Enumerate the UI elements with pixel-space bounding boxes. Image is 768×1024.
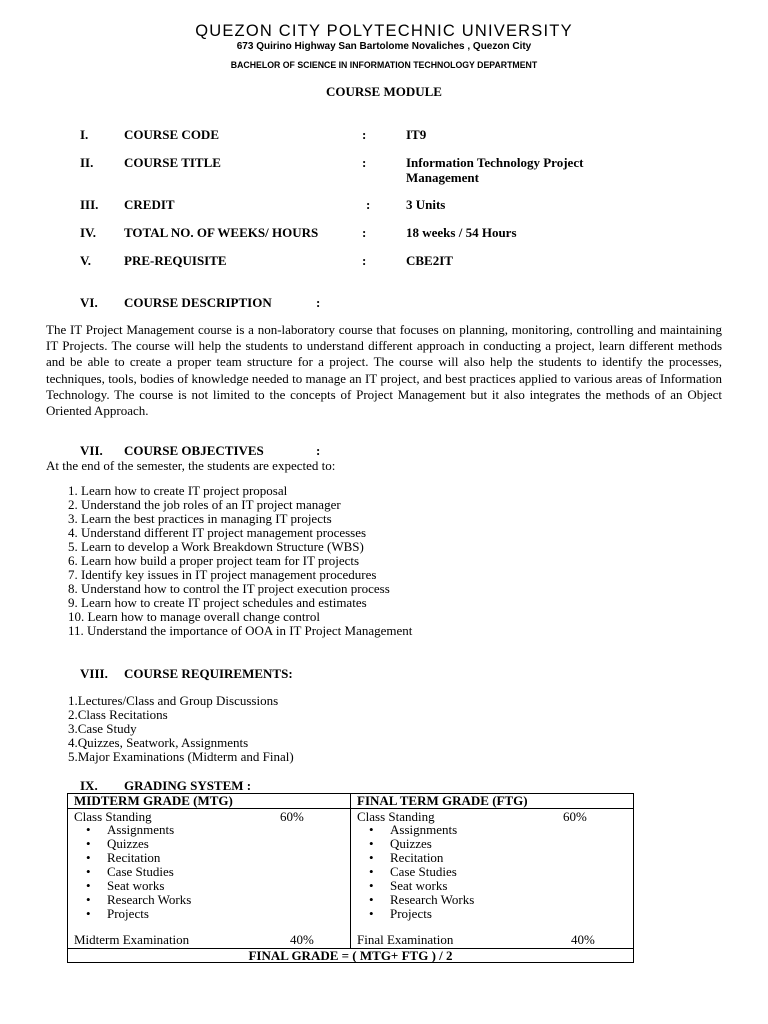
section-num: VI.: [80, 295, 98, 310]
info-num: I.: [80, 127, 89, 142]
requirements-list: [68, 694, 294, 764]
info-label: CREDIT: [124, 197, 175, 212]
info-value: IT9: [406, 127, 427, 142]
module-title: COURSE MODULE: [326, 84, 442, 99]
list-item: • Projects: [369, 907, 474, 921]
university-address: 673 Quirino Highway San Bartolome Novaliches , Quezon City: [236, 41, 532, 52]
list-item: • Recitation: [369, 851, 474, 865]
class-standing-pct: 60%: [563, 809, 587, 824]
list-item: • Research Works: [86, 893, 191, 907]
info-sep: :: [362, 253, 367, 268]
list-item: • Recitation: [86, 851, 191, 865]
list-item: 8. Understand how to control the IT project execution process: [68, 581, 390, 596]
objectives-list: [68, 484, 412, 638]
exam-label: Midterm Examination: [74, 932, 190, 947]
list-item: • Assignments: [86, 823, 191, 837]
list-item: 7. Identify key issues in IT project management procedures: [68, 567, 377, 582]
list-item: 4. Understand different IT project management processes: [68, 525, 367, 540]
section-sep: :: [316, 295, 321, 310]
class-standing-label: Class Standing: [74, 809, 152, 824]
section-sep: :: [316, 443, 321, 458]
grading-table: [67, 793, 634, 963]
list-item: 2. Understand the job roles of an IT project manager: [68, 497, 341, 512]
final-header: FINAL TERM GRADE (FTG): [351, 794, 634, 809]
list-item: 3. Learn the best practices in managing IT projects: [68, 511, 332, 526]
info-label: TOTAL NO. OF WEEKS/ HOURS: [124, 225, 319, 240]
objectives-intro: At the end of the semester, the students are expected to:: [46, 458, 336, 473]
university-name: QUEZON CITY POLYTECHNIC UNIVERSITY: [195, 22, 573, 40]
list-item: • Projects: [86, 907, 191, 921]
info-num: V.: [80, 253, 91, 268]
exam-pct: 40%: [571, 932, 595, 947]
midterm-cell: [68, 809, 351, 949]
info-sep: :: [362, 225, 367, 240]
final-grade-formula: FINAL GRADE = ( MTG+ FTG ) / 2: [68, 949, 634, 963]
list-item: 1. Learn how to create IT project proposal: [68, 483, 288, 498]
info-sep: :: [366, 197, 371, 212]
info-label: COURSE TITLE: [124, 155, 221, 170]
list-item: 2.Class Recitations: [68, 707, 168, 722]
list-item: 9. Learn how to create IT project schedules and estimates: [68, 595, 367, 610]
list-item: 11. Understand the importance of OOA in IT Project Management: [68, 623, 413, 638]
list-item: 6. Learn how build a proper project team for IT projects: [68, 553, 360, 568]
info-num: II.: [80, 155, 94, 170]
list-item: • Case Studies: [369, 865, 474, 879]
list-item: 4.Quizzes, Seatwork, Assignments: [68, 735, 249, 750]
list-item: 1.Lectures/Class and Group Discussions: [68, 693, 279, 708]
list-item: 10. Learn how to manage overall change control: [68, 609, 320, 624]
department-name: BACHELOR OF SCIENCE IN INFORMATION TECHNOLOGY DEPARTMENT: [230, 60, 538, 71]
info-num: IV.: [80, 225, 97, 240]
info-value-line2: Management: [406, 170, 479, 185]
class-standing-label: Class Standing: [357, 809, 435, 824]
info-label: COURSE CODE: [124, 127, 219, 142]
section-heading: COURSE OBJECTIVES: [124, 443, 264, 458]
section-heading: COURSE DESCRIPTION: [124, 295, 272, 310]
list-item: • Quizzes: [369, 837, 474, 851]
section-heading: GRADING SYSTEM :: [124, 778, 252, 793]
info-value: 3 Units: [406, 197, 446, 212]
list-item: • Research Works: [369, 893, 474, 907]
info-value: CBE2IT: [406, 253, 453, 268]
info-label: PRE-REQUISITE: [124, 253, 227, 268]
class-standing-pct: 60%: [280, 809, 304, 824]
info-value: 18 weeks / 54 Hours: [406, 225, 517, 240]
list-item: • Case Studies: [86, 865, 191, 879]
exam-label: Final Examination: [357, 932, 454, 947]
final-cell: [351, 809, 634, 949]
list-item: • Assignments: [369, 823, 474, 837]
section-heading: COURSE REQUIREMENTS:: [124, 666, 293, 681]
list-item: 5. Learn to develop a Work Breakdown Structure (WBS): [68, 539, 364, 554]
description-text: The IT Project Management course is a non-laboratory course that focuses on planning, monitoring, controlling and maintaining IT Projects. The course will help the students to understand different approach in conducting a project, learn different methods and be able to create a proper team structure for a project. The course will also help the students to identify the processes, techniques, tools, bodies of knowledge needed to manage an IT project, and best practices applied to various areas of Information Technology. The course is not limited to the concepts of Project Management but it also integrates the methods of an Object Oriented Approach.: [46, 322, 722, 419]
list-item: • Quizzes: [86, 837, 191, 851]
info-num: III.: [80, 197, 99, 212]
section-num: IX.: [80, 778, 98, 793]
exam-pct: 40%: [290, 932, 314, 947]
info-sep: :: [362, 127, 367, 142]
midterm-items: [86, 823, 191, 921]
info-value: Information Technology Project: [406, 155, 584, 170]
section-num: VII.: [80, 443, 103, 458]
list-item: • Seat works: [86, 879, 191, 893]
list-item: 3.Case Study: [68, 721, 137, 736]
final-items: [369, 823, 474, 921]
info-sep: :: [362, 155, 367, 170]
midterm-header: MIDTERM GRADE (MTG): [68, 794, 351, 809]
list-item: • Seat works: [369, 879, 474, 893]
section-num: VIII.: [80, 666, 108, 681]
list-item: 5.Major Examinations (Midterm and Final): [68, 749, 294, 764]
